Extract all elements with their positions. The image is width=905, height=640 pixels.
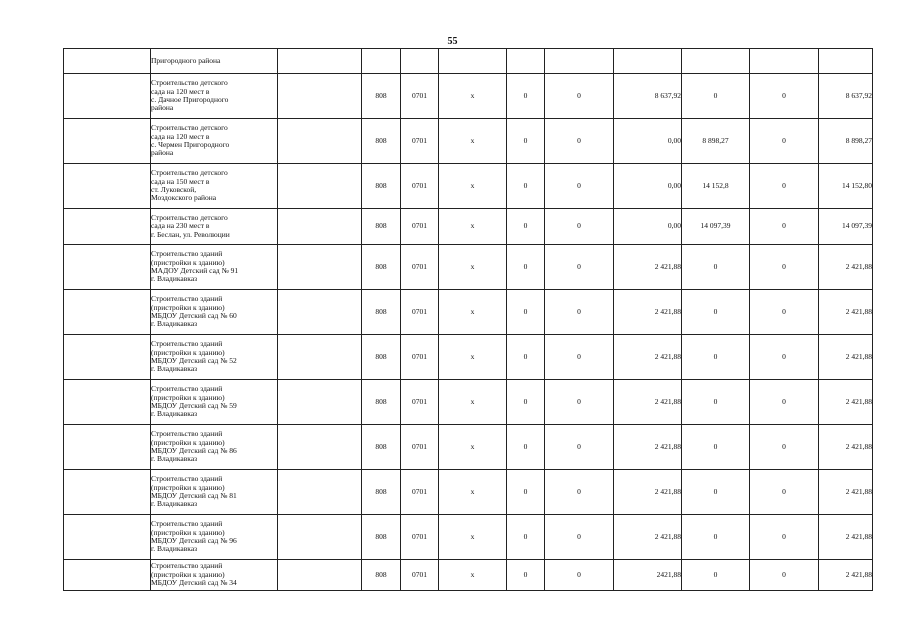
budget-table bbox=[63, 48, 873, 591]
table-cell bbox=[64, 74, 151, 119]
row-name-line: Строительство зданий bbox=[151, 339, 223, 349]
row-name-line: (пристройки к зданию) bbox=[151, 527, 225, 537]
amount-cell: 2 421,88 bbox=[614, 425, 682, 470]
row-name-cell bbox=[151, 515, 278, 560]
amount-cell: 0 bbox=[682, 335, 750, 380]
table-cell bbox=[64, 209, 151, 245]
row-name-line: МБДОУ Детский сад № 34 bbox=[151, 578, 237, 588]
row-name-line: МБДОУ Детский сад № 60 bbox=[151, 311, 237, 320]
row-name-line: (пристройки к зданию) bbox=[151, 257, 225, 267]
marker-cell: x bbox=[439, 290, 507, 335]
table-row bbox=[64, 245, 873, 290]
row-name-line: г. Владикавказ bbox=[151, 364, 198, 374]
amount-cell: 0 bbox=[682, 425, 750, 470]
row-name-line: г. Владикавказ bbox=[151, 319, 198, 329]
code-cell: 808 bbox=[362, 209, 401, 245]
amount-cell: 0 bbox=[682, 470, 750, 515]
total-cell: 2 421,88 bbox=[819, 245, 873, 290]
row-name-line: МАДОУ Детский сад № 91 bbox=[151, 266, 239, 275]
table-cell bbox=[278, 290, 362, 335]
value-cell: 0 bbox=[750, 470, 819, 515]
total-cell: 2 421,88 bbox=[819, 335, 873, 380]
table-row bbox=[64, 164, 873, 209]
total-cell: 2 421,88 bbox=[819, 515, 873, 560]
value-cell: 0 bbox=[750, 560, 819, 591]
table-cell bbox=[278, 560, 362, 591]
table-cell bbox=[439, 49, 507, 74]
table-cell bbox=[64, 560, 151, 591]
total-cell: 2 421,88 bbox=[819, 470, 873, 515]
row-name-cell bbox=[151, 560, 278, 591]
section-cell: 0701 bbox=[401, 560, 439, 591]
row-name-cell bbox=[151, 470, 278, 515]
table-cell bbox=[401, 49, 439, 74]
row-name-line: (пристройки к зданию) bbox=[151, 347, 225, 357]
row-name-line: Строительство зданий bbox=[151, 249, 223, 259]
table-cell bbox=[750, 49, 819, 74]
table-row bbox=[64, 560, 873, 591]
table-row bbox=[64, 209, 873, 245]
value-cell: 0 bbox=[545, 560, 614, 591]
row-name-line: (пристройки к зданию) bbox=[151, 392, 225, 402]
row-name-line: г. Владикавказ bbox=[151, 409, 198, 419]
table-row bbox=[64, 119, 873, 164]
amount-cell: 8 898,27 bbox=[682, 119, 750, 164]
page-number: 55 bbox=[447, 36, 458, 47]
table-cell bbox=[64, 515, 151, 560]
value-cell: 0 bbox=[507, 119, 545, 164]
row-name-line: сада на 150 мест в bbox=[151, 176, 210, 186]
table-cell bbox=[278, 119, 362, 164]
row-name-line: Моздокского района bbox=[151, 193, 217, 203]
table-cell bbox=[507, 49, 545, 74]
table-cell bbox=[278, 335, 362, 380]
value-cell: 0 bbox=[545, 425, 614, 470]
row-name-line: Строительство детского bbox=[151, 123, 228, 133]
code-cell: 808 bbox=[362, 290, 401, 335]
row-name-line: г. Владикавказ bbox=[151, 499, 198, 509]
row-name-line: Строительство зданий bbox=[151, 294, 223, 304]
table-row bbox=[64, 515, 873, 560]
amount-cell: 0 bbox=[682, 380, 750, 425]
amount-cell: 2 421,88 bbox=[614, 245, 682, 290]
row-name-cell bbox=[151, 74, 278, 119]
value-cell: 0 bbox=[750, 74, 819, 119]
table-cell bbox=[362, 49, 401, 74]
row-name-line: (пристройки к зданию) bbox=[151, 569, 225, 579]
table-row bbox=[64, 290, 873, 335]
section-cell: 0701 bbox=[401, 164, 439, 209]
value-cell: 0 bbox=[750, 209, 819, 245]
total-cell: 2 421,88 bbox=[819, 425, 873, 470]
row-name-line: (пристройки к зданию) bbox=[151, 302, 225, 312]
row-name-line: (пристройки к зданию) bbox=[151, 482, 225, 492]
value-cell: 0 bbox=[507, 245, 545, 290]
section-cell: 0701 bbox=[401, 470, 439, 515]
total-cell: 8 637,92 bbox=[819, 74, 873, 119]
table-cell bbox=[819, 49, 873, 74]
section-cell: 0701 bbox=[401, 74, 439, 119]
code-cell: 808 bbox=[362, 470, 401, 515]
marker-cell: x bbox=[439, 245, 507, 290]
row-name-line: Строительство зданий bbox=[151, 474, 223, 484]
row-name-cell bbox=[151, 380, 278, 425]
amount-cell: 2 421,88 bbox=[614, 290, 682, 335]
row-name-line: (пристройки к зданию) bbox=[151, 437, 225, 447]
amount-cell: 0 bbox=[682, 74, 750, 119]
value-cell: 0 bbox=[545, 74, 614, 119]
row-name-line: Строительство зданий bbox=[151, 519, 223, 529]
table-cell bbox=[682, 49, 750, 74]
row-name-line: г. Владикавказ bbox=[151, 274, 198, 284]
row-name-line: Строительство зданий bbox=[151, 561, 223, 571]
code-cell: 808 bbox=[362, 119, 401, 164]
table-cell bbox=[278, 74, 362, 119]
row-name-line: с. Чермен Пригородного bbox=[151, 140, 230, 149]
table-row bbox=[64, 74, 873, 119]
amount-cell: 2 421,88 bbox=[614, 470, 682, 515]
value-cell: 0 bbox=[507, 164, 545, 209]
code-cell: 808 bbox=[362, 74, 401, 119]
table-row bbox=[64, 470, 873, 515]
row-name-line: Строительство детского bbox=[151, 212, 228, 222]
amount-cell: 2421,88 bbox=[614, 560, 682, 591]
value-cell: 0 bbox=[545, 209, 614, 245]
value-cell: 0 bbox=[545, 470, 614, 515]
code-cell: 808 bbox=[362, 335, 401, 380]
marker-cell: x bbox=[439, 74, 507, 119]
section-cell: 0701 bbox=[401, 335, 439, 380]
row-name-line: сада на 120 мест в bbox=[151, 86, 210, 96]
row-name-line: Строительство детского bbox=[151, 78, 228, 88]
marker-cell: x bbox=[439, 515, 507, 560]
table-row bbox=[64, 335, 873, 380]
row-name-cell bbox=[151, 49, 278, 74]
total-cell: 8 898,27 bbox=[819, 119, 873, 164]
amount-cell: 2 421,88 bbox=[614, 515, 682, 560]
table-cell bbox=[278, 49, 362, 74]
table-cell bbox=[278, 245, 362, 290]
table-cell bbox=[64, 425, 151, 470]
table-row-continuation bbox=[64, 49, 873, 74]
amount-cell: 14 152,8 bbox=[682, 164, 750, 209]
value-cell: 0 bbox=[545, 164, 614, 209]
table-cell bbox=[278, 425, 362, 470]
row-name-line: Строительство зданий bbox=[151, 384, 223, 394]
row-name-line: сада на 230 мест в bbox=[151, 221, 210, 231]
row-name-line: ст. Луковской, bbox=[151, 185, 197, 194]
marker-cell: x bbox=[439, 560, 507, 591]
table-row bbox=[64, 380, 873, 425]
value-cell: 0 bbox=[507, 425, 545, 470]
total-cell: 14 152,80 bbox=[819, 164, 873, 209]
code-cell: 808 bbox=[362, 425, 401, 470]
amount-cell: 0,00 bbox=[614, 164, 682, 209]
row-name-line: г. Владикавказ bbox=[151, 544, 198, 554]
value-cell: 0 bbox=[507, 209, 545, 245]
value-cell: 0 bbox=[507, 515, 545, 560]
value-cell: 0 bbox=[750, 425, 819, 470]
table-cell bbox=[64, 49, 151, 74]
value-cell: 0 bbox=[750, 335, 819, 380]
value-cell: 0 bbox=[750, 119, 819, 164]
table-cell bbox=[64, 164, 151, 209]
row-name-line: Строительство детского bbox=[151, 168, 228, 178]
section-cell: 0701 bbox=[401, 119, 439, 164]
table-cell bbox=[64, 380, 151, 425]
table-cell bbox=[64, 470, 151, 515]
row-name-line: сада на 120 мест в bbox=[151, 131, 210, 141]
table-row bbox=[64, 425, 873, 470]
value-cell: 0 bbox=[545, 119, 614, 164]
code-cell: 808 bbox=[362, 560, 401, 591]
code-cell: 808 bbox=[362, 245, 401, 290]
marker-cell: x bbox=[439, 209, 507, 245]
row-name-cell bbox=[151, 245, 278, 290]
value-cell: 0 bbox=[750, 290, 819, 335]
section-cell: 0701 bbox=[401, 380, 439, 425]
value-cell: 0 bbox=[507, 74, 545, 119]
value-cell: 0 bbox=[545, 380, 614, 425]
value-cell: 0 bbox=[545, 515, 614, 560]
marker-cell: x bbox=[439, 380, 507, 425]
total-cell: 2 421,88 bbox=[819, 290, 873, 335]
section-cell: 0701 bbox=[401, 290, 439, 335]
value-cell: 0 bbox=[507, 470, 545, 515]
value-cell: 0 bbox=[507, 335, 545, 380]
amount-cell: 0 bbox=[682, 515, 750, 560]
amount-cell: 2 421,88 bbox=[614, 380, 682, 425]
table-cell bbox=[64, 119, 151, 164]
row-name-line: района bbox=[151, 148, 174, 158]
row-name-cell bbox=[151, 164, 278, 209]
marker-cell: x bbox=[439, 164, 507, 209]
value-cell: 0 bbox=[750, 380, 819, 425]
table-cell bbox=[278, 380, 362, 425]
marker-cell: x bbox=[439, 119, 507, 164]
section-cell: 0701 bbox=[401, 515, 439, 560]
section-cell: 0701 bbox=[401, 245, 439, 290]
marker-cell: x bbox=[439, 470, 507, 515]
table-cell bbox=[278, 470, 362, 515]
row-name-cell bbox=[151, 290, 278, 335]
row-name-line: района bbox=[151, 103, 174, 113]
table-cell bbox=[64, 335, 151, 380]
row-name-line: МБДОУ Детский сад № 81 bbox=[151, 491, 237, 500]
code-cell: 808 bbox=[362, 515, 401, 560]
value-cell: 0 bbox=[507, 380, 545, 425]
row-name-line: МБДОУ Детский сад № 59 bbox=[151, 401, 237, 410]
amount-cell: 8 637,92 bbox=[614, 74, 682, 119]
row-name-line: МБДОУ Детский сад № 86 bbox=[151, 446, 237, 455]
code-cell: 808 bbox=[362, 380, 401, 425]
row-name-cell bbox=[151, 119, 278, 164]
amount-cell: 0,00 bbox=[614, 119, 682, 164]
amount-cell: 0 bbox=[682, 245, 750, 290]
table-cell bbox=[278, 209, 362, 245]
value-cell: 0 bbox=[750, 515, 819, 560]
continuation-label: Пригородного района bbox=[151, 55, 221, 65]
value-cell: 0 bbox=[750, 164, 819, 209]
amount-cell: 0 bbox=[682, 560, 750, 591]
amount-cell: 14 097,39 bbox=[682, 209, 750, 245]
table-cell bbox=[614, 49, 682, 74]
row-name-cell bbox=[151, 335, 278, 380]
table-cell bbox=[278, 164, 362, 209]
marker-cell: x bbox=[439, 425, 507, 470]
marker-cell: x bbox=[439, 335, 507, 380]
row-name-line: Строительство зданий bbox=[151, 429, 223, 439]
row-name-line: МБДОУ Детский сад № 52 bbox=[151, 356, 237, 365]
total-cell: 2 421,88 bbox=[819, 380, 873, 425]
row-name-line: МБДОУ Детский сад № 96 bbox=[151, 536, 237, 545]
amount-cell: 0 bbox=[682, 290, 750, 335]
row-name-cell bbox=[151, 425, 278, 470]
row-name-cell bbox=[151, 209, 278, 245]
value-cell: 0 bbox=[507, 560, 545, 591]
value-cell: 0 bbox=[545, 290, 614, 335]
row-name-line: г. Владикавказ bbox=[151, 454, 198, 464]
code-cell: 808 bbox=[362, 164, 401, 209]
table-cell bbox=[64, 245, 151, 290]
row-name-line: г. Беслан, ул. Революции bbox=[151, 229, 230, 239]
table-cell bbox=[278, 515, 362, 560]
total-cell: 14 097,39 bbox=[819, 209, 873, 245]
value-cell: 0 bbox=[545, 335, 614, 380]
table-cell bbox=[545, 49, 614, 74]
amount-cell: 0,00 bbox=[614, 209, 682, 245]
section-cell: 0701 bbox=[401, 425, 439, 470]
total-cell: 2 421,88 bbox=[819, 560, 873, 591]
section-cell: 0701 bbox=[401, 209, 439, 245]
amount-cell: 2 421,88 bbox=[614, 335, 682, 380]
value-cell: 0 bbox=[750, 245, 819, 290]
value-cell: 0 bbox=[507, 290, 545, 335]
value-cell: 0 bbox=[545, 245, 614, 290]
table-cell bbox=[64, 290, 151, 335]
row-name-line: с. Дачное Пригородного bbox=[151, 95, 229, 104]
